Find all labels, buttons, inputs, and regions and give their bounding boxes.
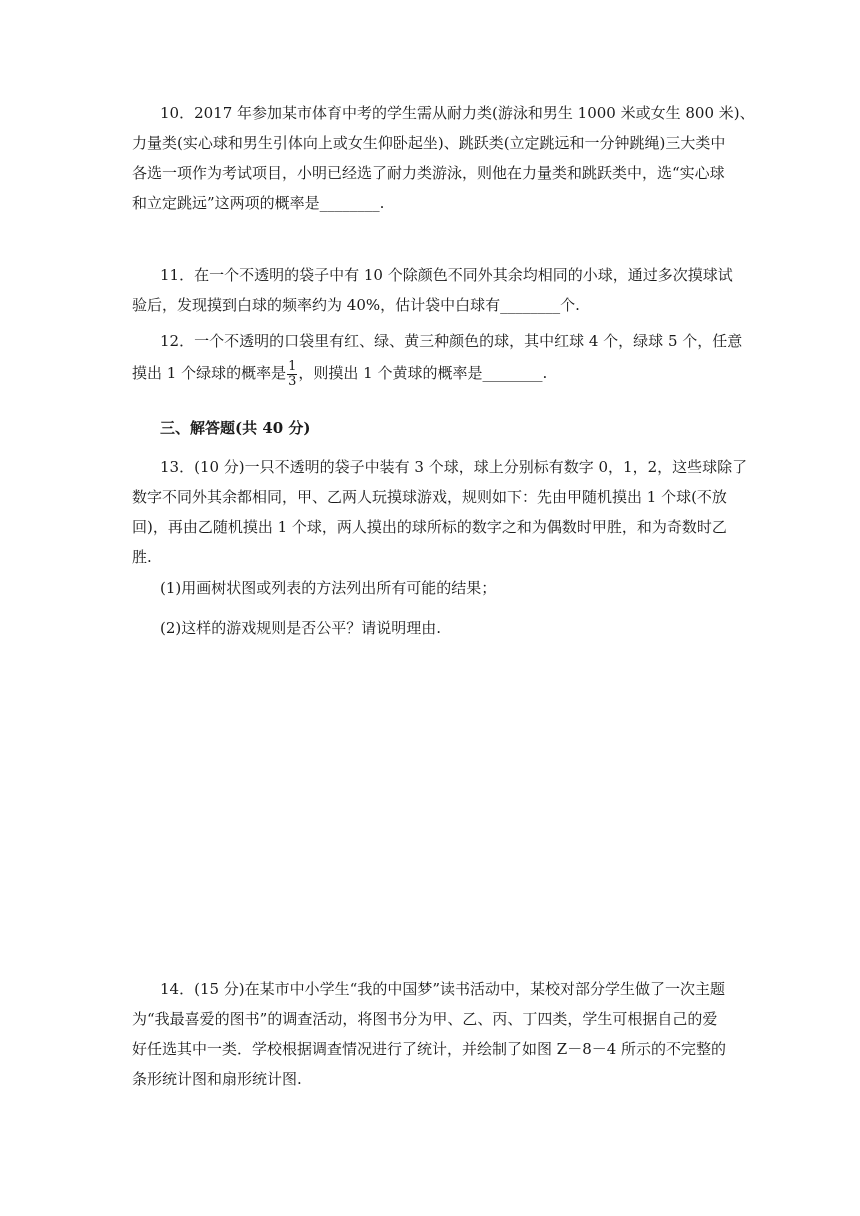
- q12-line-1: 12．一个不透明的口袋里有红、绿、黄三种颜色的球，其中红球 4 个，绿球 5 个，任意: [160, 332, 743, 350]
- question-14: [132, 974, 732, 1094]
- q14-line-4: 条形统计图和扇形统计图.: [132, 1070, 302, 1088]
- q13-sub-2: (2)这样的游戏规则是否公平？请说明理由.: [160, 619, 442, 637]
- q10-line-2: 力量类(实心球和男生引体向上或女生仰卧起坐)、跳跃类(立定跳远和一分钟跳绳)三大类中: [132, 134, 726, 152]
- q13-line-4: 胜.: [132, 548, 152, 566]
- q13-sub-1: (1)用画树状图或列表的方法列出所有可能的结果；: [160, 579, 497, 597]
- question-11: [132, 260, 732, 320]
- q14-line-3: 好任选其中一类．学校根据调查情况进行了统计，并绘制了如图 Z－8－4 所示的不完整的: [132, 1040, 727, 1058]
- section-title: 三、解答题(共 40 分): [160, 419, 311, 437]
- q10-line-4: 和立定跳远”这两项的概率是________.: [132, 194, 385, 212]
- q14-line-1: 14．(15 分)在某市中小学生“我的中国梦”读书活动中，某校对部分学生做了一次主题: [160, 980, 725, 998]
- q12-line-2-prefix: 摸出 1 个绿球的概率是: [132, 364, 287, 382]
- question-13-part-1: [132, 573, 732, 603]
- question-12: [132, 326, 743, 389]
- fraction-numerator: 1: [288, 358, 297, 374]
- q11-line-2: 验后，发现摸到白球的频率约为 40%，估计袋中白球有________个.: [132, 296, 580, 314]
- q13-line-1: 13．(10 分)一只不透明的袋子中装有 3 个球，球上分别标有数字 0，1，2，这些球除了: [160, 458, 748, 476]
- fraction-one-third: [287, 360, 297, 389]
- q13-line-3: 回)，再由乙随机摸出 1 个球，两人摸出的球所标的数字之和为偶数时甲胜，和为奇数时乙: [132, 518, 727, 536]
- section-3-heading: [132, 413, 732, 443]
- q11-line-1: 11．在一个不透明的袋子中有 10 个除颜色不同外其余均相同的小球，通过多次摸球试: [160, 266, 733, 284]
- q12-line-2-suffix: ，则摸出 1 个黄球的概率是________.: [298, 364, 548, 382]
- fraction-denominator: 3: [288, 373, 297, 389]
- q13-line-2: 数字不同外其余都相同，甲、乙两人玩摸球游戏，规则如下：先由甲随机摸出 1 个球(不放: [132, 488, 727, 506]
- q12-line-2: [132, 358, 732, 389]
- q10-line-3: 各选一项作为考试项目，小明已经选了耐力类游泳，则他在力量类和跳跃类中，选“实心球: [132, 164, 725, 182]
- question-10: [132, 98, 755, 218]
- question-13: [132, 452, 748, 572]
- q10-line-1: 10．2017 年参加某市体育中考的学生需从耐力类(游泳和男生 1000 米或女生 800 米)、: [160, 104, 755, 122]
- question-13-part-2: [132, 613, 732, 643]
- q14-line-2: 为“我最喜爱的图书”的调查活动，将图书分为甲、乙、丙、丁四类，学生可根据自己的爱: [132, 1010, 718, 1028]
